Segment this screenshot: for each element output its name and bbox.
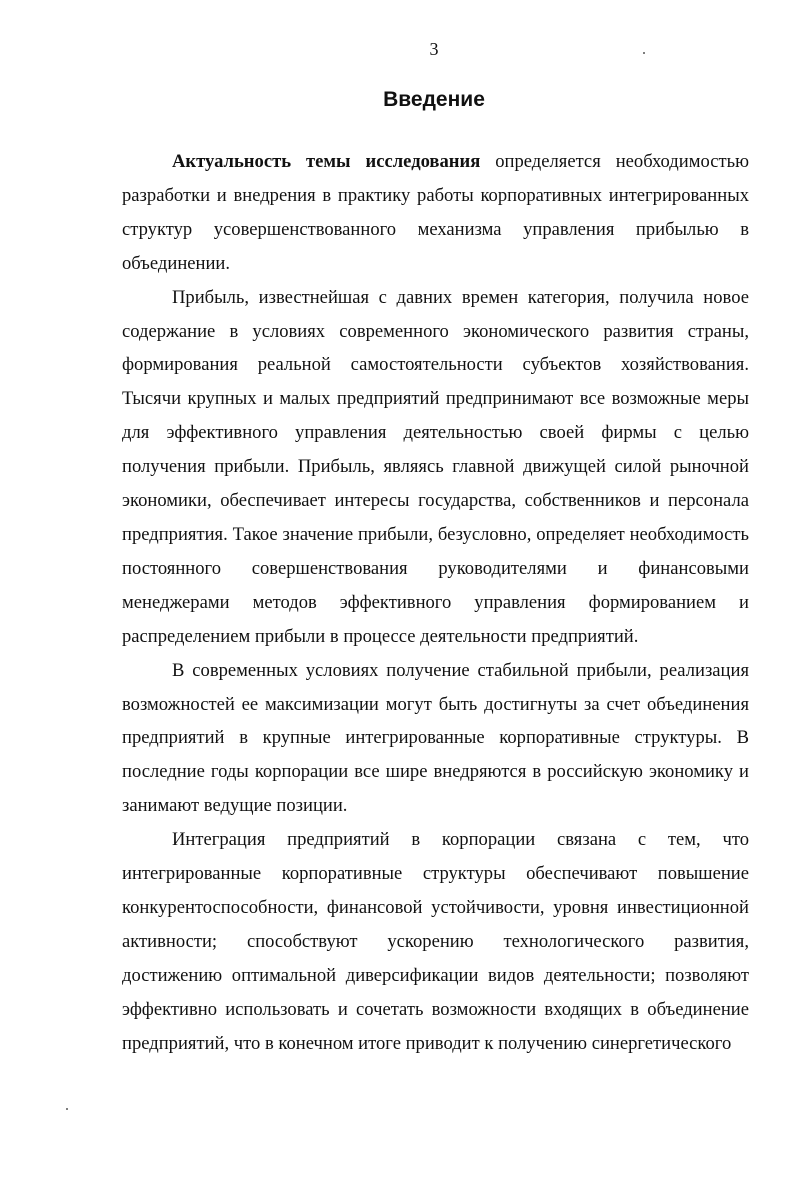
profit-text: Прибыль, известнейшая с давних времен категория, получила новое содержание в условиях современного экономического развития страны, формирования реальной самостоятельности субъектов хозяйствования. Тысячи крупных и малых предприятий предпринимают все возможные меры для эффективного управления деятельностью своей фирмы с целью получения прибыли. Прибыль, являясь главной движущей силой рыночной экономики, обеспечивает интересы государства, собственников и персонала предприятия. Такое значение прибыли, безусловно, определяет необходимость постоянного совершенствования руководителями и финансовыми менеджерами методов эффективного управления формированием и распределением прибыли в процессе деятельности предприятий.: [122, 286, 749, 647]
page-number: 3: [429, 39, 439, 59]
paragraph-integration: [122, 823, 749, 1060]
relevance-lead: Актуальность темы исследования: [172, 151, 481, 172]
paragraph-profit: [122, 281, 749, 654]
scan-speck: [66, 1108, 68, 1110]
scan-speck: [643, 52, 645, 54]
integration-text: Интеграция предприятий в корпорации связана с тем, что интегрированные корпоративные структуры обеспечивают повышение конкурентоспособности, финансовой устойчивости, уровня инвестиционной активности; способствуют ускорению технологического развития, достижению оптимальной диверсификации видов деятельности; позволяют эффективно использовать и сочетать возможности входящих в объединение предприятий, что в конечном итоге приводит к получению синергетического: [122, 829, 749, 1054]
paragraph-relevance: [122, 145, 749, 281]
relevance-text: определяется необходимостью разработки и внедрения в практику работы корпоративных интегрированных структур усовершенствованного механизма управления прибылью в объединении.: [122, 151, 749, 274]
paragraph-modern-conditions: [122, 654, 749, 824]
document-body: [122, 145, 749, 1060]
page-title: Введение: [383, 88, 485, 111]
modern-conditions-text: В современных условиях получение стабильной прибыли, реализация возможностей ее максимизации могут быть достигнуты за счет объединения предприятий в крупные интегрированные корпоративные структуры. В последние годы корпорации все шире внедряются в российскую экономику и занимают ведущие позиции.: [122, 659, 749, 817]
